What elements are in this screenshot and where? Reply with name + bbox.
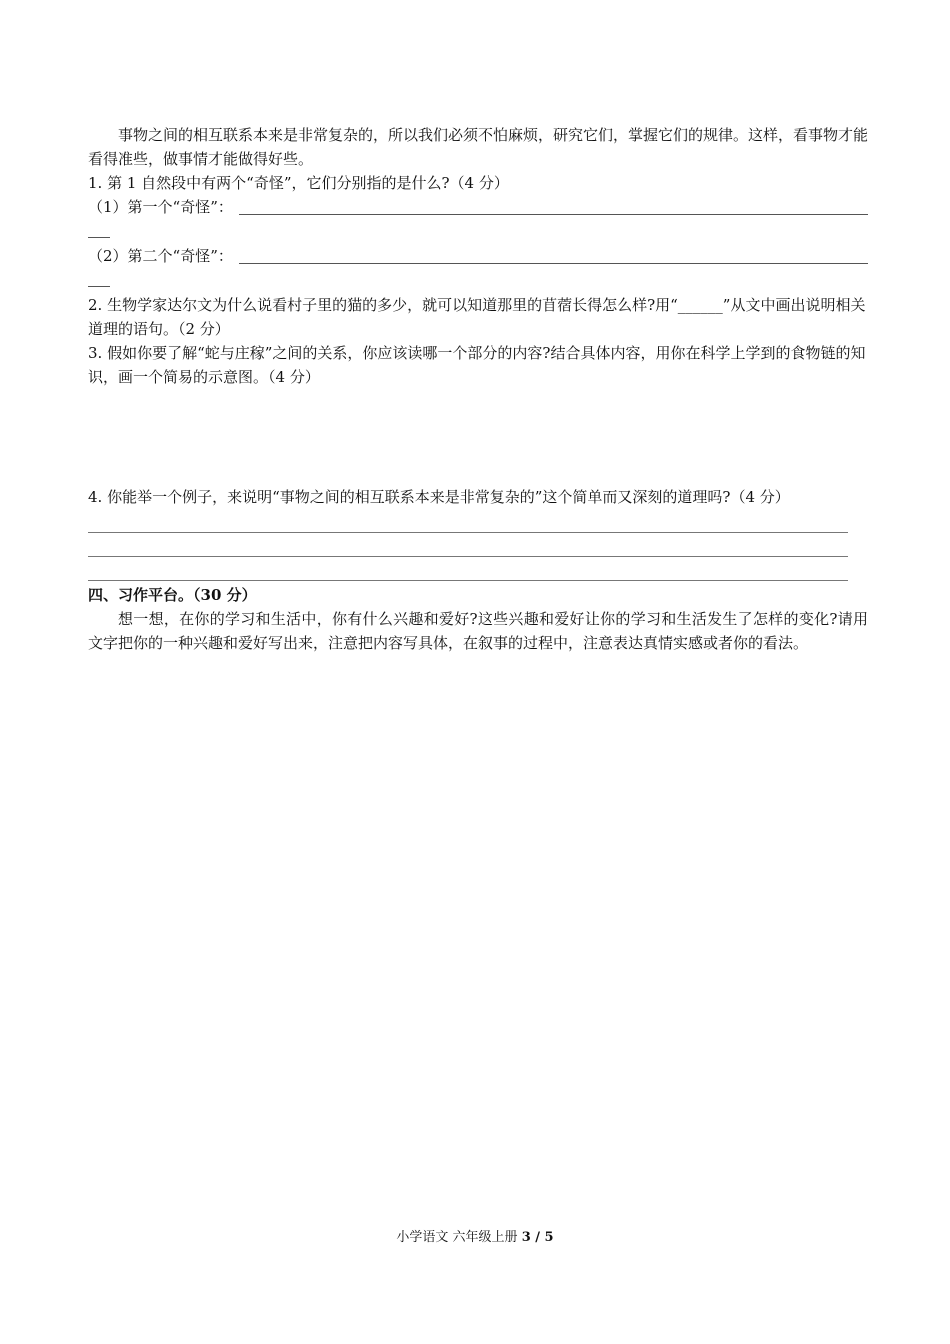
- diagram-drawing-area[interactable]: [88, 389, 868, 485]
- question-1-answer-2: [88, 244, 868, 268]
- answer-blank-1-continuation: [88, 219, 110, 238]
- page-footer: [0, 1228, 950, 1248]
- question-1-answer-1: [88, 195, 868, 219]
- question-1-sub2-label: （2）第二个“奇怪”：: [88, 247, 233, 265]
- answer-blank-2[interactable]: [239, 245, 868, 264]
- footer-page-separator: /: [530, 1230, 545, 1245]
- page-content: [88, 123, 868, 655]
- answer-blank-2-continuation: [88, 268, 110, 287]
- question-4-prompt: 4. 你能举一个例子，来说明“事物之间的相互联系本来是非常复杂的”这个简单而又深刻的道理吗?（4 分）: [88, 488, 790, 506]
- answer-blank-1[interactable]: [239, 196, 868, 215]
- question-1-sub1-label: （1）第一个“奇怪”：: [88, 198, 233, 216]
- footer-page-total: 5: [544, 1230, 554, 1245]
- question-2-prompt: 2. 生物学家达尔文为什么说看村子里的猫的多少，就可以知道那里的苜蓿长得怎么样?用“______”从文中画出说明相关道理的语句。（2 分）: [88, 296, 866, 338]
- passage-closing-paragraph: 事物之间的相互联系本来是非常复杂的，所以我们必须不怕麻烦，研究它们，掌握它们的规律。这样，看事物才能看得准些，做事情才能做得好些。: [88, 126, 869, 168]
- question-3-prompt: 3. 假如你要了解“蛇与庄稼”之间的关系，你应该读哪一个部分的内容?结合具体内容，用你在科学上学到的食物链的知识，画一个简易的示意图。（4 分）: [88, 344, 866, 386]
- footer-subject: 小学语文 六年级上册: [396, 1230, 518, 1245]
- section-4-prompt: 想一想，在你的学习和生活中，你有什么兴趣和爱好?这些兴趣和爱好让你的学习和生活发生了怎样的变化?请用文字把你的一种兴趣和爱好写出来，注意把内容写具体，在叙事的过程中，注意表达真情实感或者你的看法。: [88, 610, 868, 652]
- answer-line-2[interactable]: [88, 533, 848, 557]
- section-4-title: 四、习作平台。（30 分）: [88, 586, 257, 604]
- question-1-prompt: 1. 第 1 自然段中有两个“奇怪”，它们分别指的是什么?（4 分）: [88, 174, 509, 192]
- answer-line-3[interactable]: [88, 557, 848, 581]
- footer-page-current: 3: [521, 1230, 531, 1245]
- answer-line-1[interactable]: [88, 509, 848, 533]
